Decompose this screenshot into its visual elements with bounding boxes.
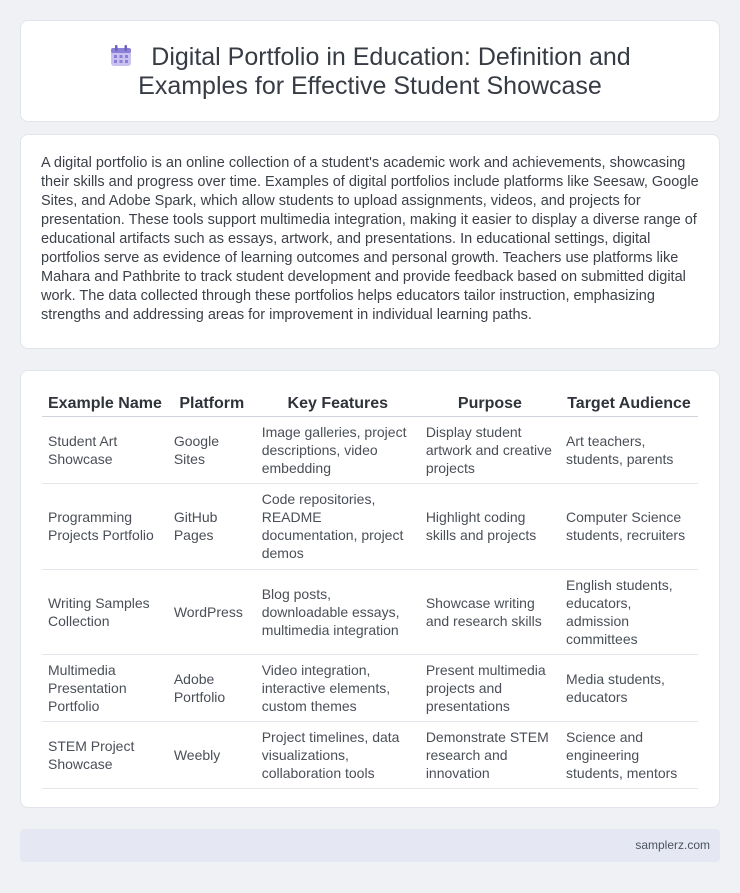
table-row (42, 721, 698, 788)
cell-target-audience: Computer Science students, recruiters (560, 483, 698, 569)
cell-key-features: Video integration, interactive elements, custom themes (256, 654, 420, 721)
cell-example-name: Writing Samples Collection (42, 569, 168, 654)
header-key-features: Key Features (256, 392, 420, 416)
cell-purpose: Highlight coding skills and projects (420, 483, 560, 569)
cell-platform: WordPress (168, 569, 256, 654)
table-row (42, 569, 698, 654)
table-row (42, 654, 698, 721)
header-platform: Platform (168, 392, 256, 416)
cell-target-audience: Media students, educators (560, 654, 698, 721)
footer-bar (20, 829, 720, 862)
table-header-row (42, 392, 698, 416)
header-example-name: Example Name (42, 392, 168, 416)
cell-purpose: Present multimedia projects and presentations (420, 654, 560, 721)
cell-target-audience: Science and engineering students, mentors (560, 721, 698, 788)
examples-table (42, 392, 698, 789)
header-target-audience: Target Audience (560, 392, 698, 416)
table-row (42, 416, 698, 483)
header-purpose: Purpose (420, 392, 560, 416)
calendar-icon (109, 44, 133, 68)
cell-example-name: STEM Project Showcase (42, 721, 168, 788)
cell-target-audience: English students, educators, admission committees (560, 569, 698, 654)
cell-purpose: Demonstrate STEM research and innovation (420, 721, 560, 788)
table-row (42, 483, 698, 569)
page-title: Digital Portfolio in Education: Definition and Examples for Effective Student Showcase (138, 43, 631, 100)
intro-paragraph: A digital portfolio is an online collection of a student's academic work and achievements, showcasing their skills and progress over time. Examples of digital portfolios include platforms like Seesaw, Google Sites, and Adobe Spark, which allow students to upload assignments, videos, and projects for presentation. These tools support multimedia integration, making it easier to display a diverse range of educational artifacts such as essays, artwork, and presentations. In educational settings, digital portfolios serve as evidence of learning outcomes and personal growth. Teachers use platforms like Mahara and Pathbrite to track student development and provide feedback based on submitted digital work. The data collected through these portfolios helps educators tailor instruction, emphasizing strengths and addressing areas for improvement in individual learning paths. (41, 155, 699, 323)
cell-example-name: Programming Projects Portfolio (42, 483, 168, 569)
cell-example-name: Multimedia Presentation Portfolio (42, 654, 168, 721)
cell-purpose: Showcase writing and research skills (420, 569, 560, 654)
cell-target-audience: Art teachers, students, parents (560, 416, 698, 483)
cell-platform: Weebly (168, 721, 256, 788)
intro-card (20, 134, 720, 349)
cell-platform: GitHub Pages (168, 483, 256, 569)
page-title-container (21, 43, 719, 101)
table-card (20, 370, 720, 808)
cell-key-features: Image galleries, project descriptions, video embedding (256, 416, 420, 483)
footer-site-link[interactable]: samplerz.com (635, 838, 710, 852)
cell-platform: Google Sites (168, 416, 256, 483)
cell-key-features: Project timelines, data visualizations, collaboration tools (256, 721, 420, 788)
header-card (20, 20, 720, 122)
cell-purpose: Display student artwork and creative projects (420, 416, 560, 483)
cell-key-features: Code repositories, README documentation, project demos (256, 483, 420, 569)
cell-key-features: Blog posts, downloadable essays, multimedia integration (256, 569, 420, 654)
cell-platform: Adobe Portfolio (168, 654, 256, 721)
cell-example-name: Student Art Showcase (42, 416, 168, 483)
